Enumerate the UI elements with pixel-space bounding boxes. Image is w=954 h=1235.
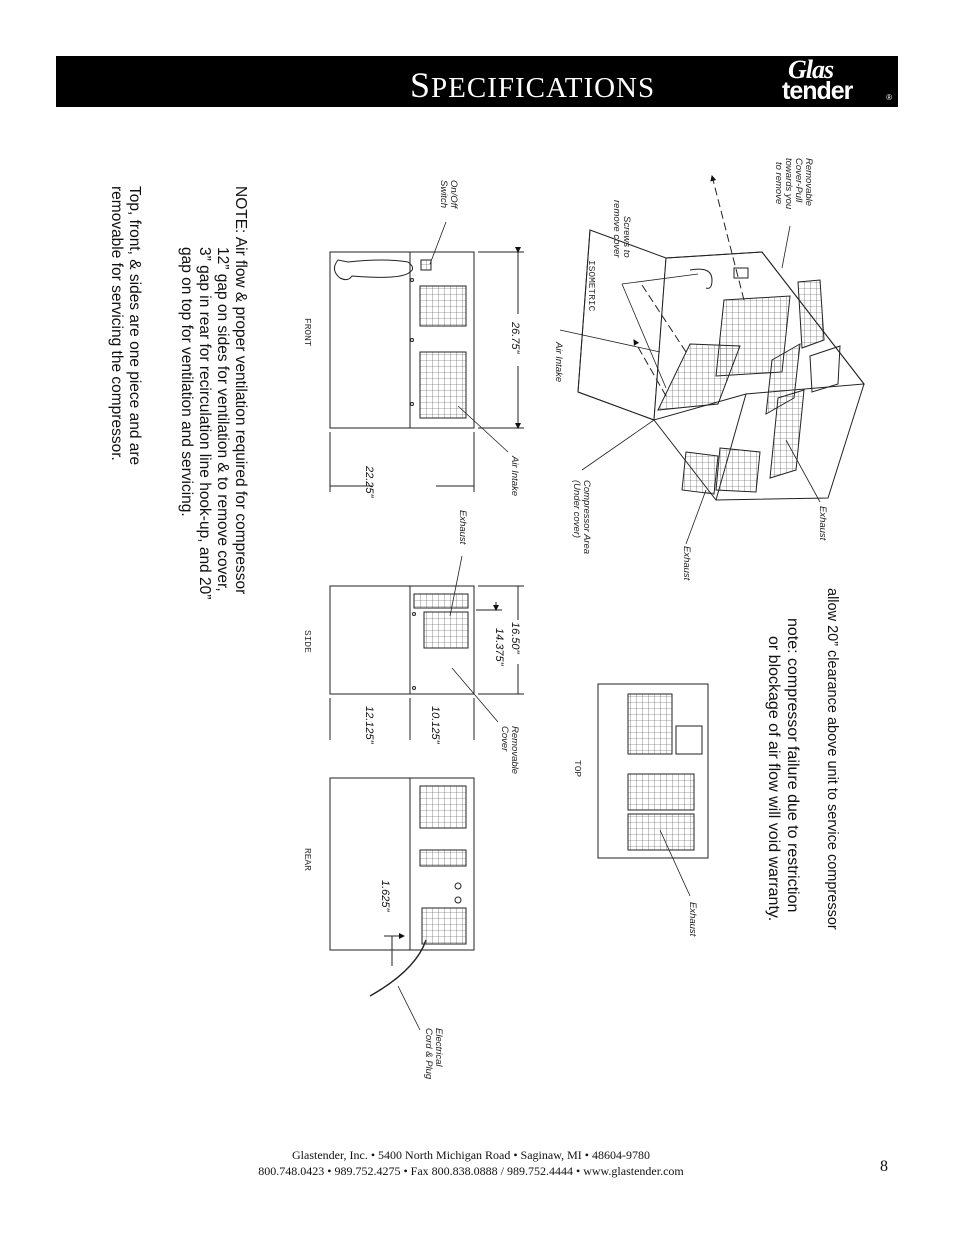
svg-text:Compressor Area: Compressor Area (581, 480, 592, 555)
svg-text:Electrical: Electrical (433, 1028, 444, 1067)
svg-text:remove cover: remove cover (611, 200, 622, 258)
svg-text:Switch: Switch (438, 180, 449, 208)
svg-text:(Under cover): (Under cover) (571, 480, 582, 539)
label-screws (611, 200, 632, 258)
view-label-front: FRONT (302, 318, 313, 347)
label-electrical-cord (423, 1028, 444, 1080)
label-on-off-switch (438, 180, 459, 209)
footer-contact: 800.748.0423 • 989.752.4275 • Fax 800.838.0888 / 989.752.4444 • www.glastender.com (258, 1164, 684, 1178)
note-removable-line1: Top, front, & sides are one piece and are (126, 186, 143, 466)
dim-side-height-inner: 14.375" (493, 628, 505, 666)
label-removable-cover-pull (773, 158, 814, 210)
footer-address: Glastender, Inc. • 5400 North Michigan Road • Saginaw, MI • 48604-9780 (292, 1148, 650, 1162)
label-removable-cover (499, 726, 520, 774)
top-view (598, 684, 708, 858)
dim-front-width: 22.25" (363, 466, 375, 498)
title-rest: PECIFICATIONS (431, 72, 656, 104)
svg-text:On/Off: On/Off (448, 180, 459, 208)
label-air-intake-front: Air Intake (509, 456, 520, 497)
dim-side-depth-right: 12.125" (363, 706, 375, 744)
dim-side-depth-left: 10.125" (429, 706, 441, 744)
label-air-intake-iso: Air Intake (553, 342, 564, 383)
view-label-top: TOP (572, 760, 583, 778)
view-label-side: SIDE (302, 630, 313, 653)
title-initial: S (410, 65, 432, 105)
label-exhaust-iso-bottom: Exhaust (681, 546, 692, 581)
note-clearance: allow 20” clearance above unit to service compressor (824, 588, 840, 930)
note-main-line3: 3” gap in rear for recirculation line hook-up, and 20” (196, 247, 213, 600)
svg-text:Cover-Pull: Cover-Pull (793, 158, 804, 203)
logo-registered-mark: ® (886, 93, 892, 102)
label-exhaust-side: Exhaust (457, 510, 468, 545)
note-main-line4: gap on top for ventilation and servicing. (178, 247, 195, 517)
note-main-line2: 12” gap on sides for ventilation & to remove cover, (214, 247, 231, 592)
svg-text:Removable: Removable (803, 158, 814, 207)
note-main-line1: NOTE: Air flow & proper ventilation required for compressor (232, 186, 249, 595)
note-removable-line2: removable for servicing the compressor. (108, 186, 125, 461)
view-label-rear: REAR (302, 848, 313, 871)
svg-text:Screws to: Screws to (621, 216, 632, 258)
svg-text:Removable: Removable (509, 726, 520, 775)
logo-top-text: Glas (788, 55, 834, 84)
dim-rear-offset: 1.625" (379, 880, 391, 912)
svg-text:Cover: Cover (499, 726, 510, 752)
label-exhaust-top: Exhaust (687, 902, 698, 937)
note-warranty-line1: note: compressor failure due to restriction (784, 618, 801, 913)
logo-bottom-text: tender (782, 77, 853, 105)
svg-text:to remove: to remove (773, 162, 784, 205)
dim-side-height-total: 16.50" (509, 622, 521, 654)
label-compressor-area (571, 480, 592, 554)
svg-text:Cord & Plug: Cord & Plug (423, 1028, 434, 1080)
rear-view (330, 778, 474, 996)
note-warranty-line2: or blockage of air flow will void warranty. (765, 636, 782, 922)
label-exhaust-iso-top: Exhaust (817, 506, 828, 541)
front-view (330, 252, 524, 492)
view-label-isometric: ISOMETRIC (586, 260, 597, 312)
page-number: 8 (880, 1158, 888, 1175)
dim-front-height: 26.75" (509, 322, 521, 354)
svg-text:towards you: towards you (783, 158, 794, 210)
